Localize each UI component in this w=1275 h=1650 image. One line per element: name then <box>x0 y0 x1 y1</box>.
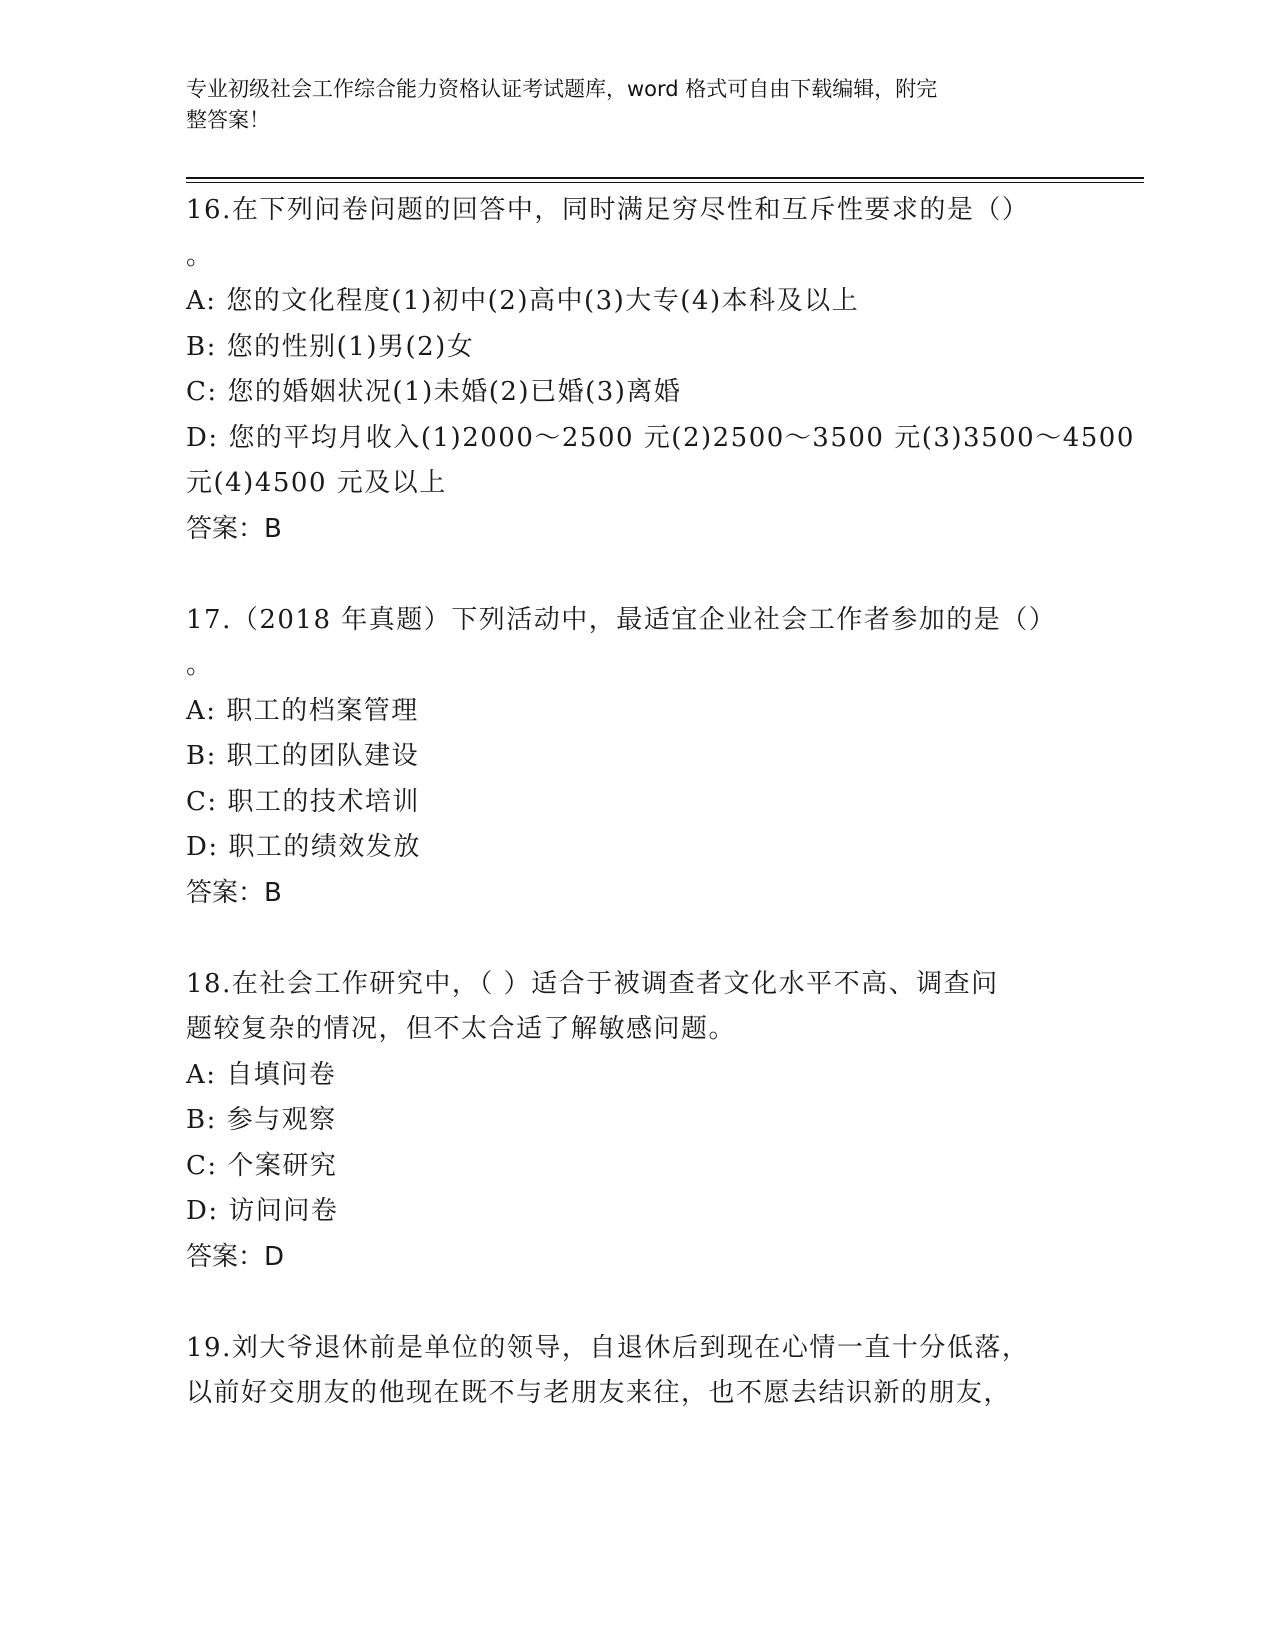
option-d-continued: 元(4)4500 元及以上 <box>186 468 447 498</box>
question-stem: 。 <box>186 240 214 271</box>
option-c: C: 您的婚姻状况(1)未婚(2)已婚(3)离婚 <box>186 377 682 407</box>
option-a: A: 您的文化程度(1)初中(2)高中(3)大专(4)本科及以上 <box>186 286 860 316</box>
answer-label: 答案：B <box>186 877 282 908</box>
header-divider-thin <box>186 182 1144 183</box>
option-a: A: 职工的档案管理 <box>186 695 419 726</box>
question-stem: 16.在下列问卷问题的回答中，同时满足穷尽性和互斥性要求的是（） <box>186 195 1030 225</box>
question-stem: 以前好交朋友的他现在既不与老朋友来往，也不愿去结识新的朋友， <box>186 1378 1012 1408</box>
question-stem: 。 <box>186 650 214 680</box>
option-c: C: 职工的技术培训 <box>186 786 420 817</box>
question-stem: 18.在社会工作研究中，（ ）适合于被调查者文化水平不高、调查问 <box>186 968 999 999</box>
option-d: D: 职工的绩效发放 <box>186 832 421 862</box>
option-d: D: 您的平均月收入(1)2000～2500 元(2)2500～3500 元(3)3500～4500 <box>186 422 1135 453</box>
question-stem: 题较复杂的情况，但不太合适了解敏感问题。 <box>186 1014 737 1044</box>
answer-label: 答案：D <box>186 1241 285 1272</box>
option-b: B: 职工的团队建设 <box>186 741 420 771</box>
header-divider-thick <box>186 177 1144 179</box>
option-a: A: 自填问卷 <box>186 1059 337 1090</box>
question-block <box>186 188 1135 598</box>
question-block <box>186 1326 1086 1417</box>
answer-label: 答案：B <box>186 513 282 544</box>
question-stem: 17.（2018 年真题）下列活动中，最适宜企业社会工作者参加的是（） <box>186 604 1057 635</box>
option-b: B: 您的性别(1)男(2)女 <box>186 331 475 362</box>
option-b: B: 参与观察 <box>186 1105 337 1135</box>
question-block <box>186 598 1086 962</box>
option-c: C: 个案研究 <box>186 1150 338 1181</box>
option-d: D: 访问问卷 <box>186 1196 339 1226</box>
header-line-2: 整答案！ <box>186 108 270 132</box>
question-list <box>186 188 1135 1417</box>
page-header <box>186 74 1066 136</box>
question-stem: 19.刘大爷退休前是单位的领导，自退休后到现在心情一直十分低落， <box>186 1332 1030 1363</box>
header-line-1: 专业初级社会工作综合能力资格认证考试题库，word 格式可自由下载编辑，附完 <box>186 77 938 101</box>
question-block <box>186 962 1086 1326</box>
